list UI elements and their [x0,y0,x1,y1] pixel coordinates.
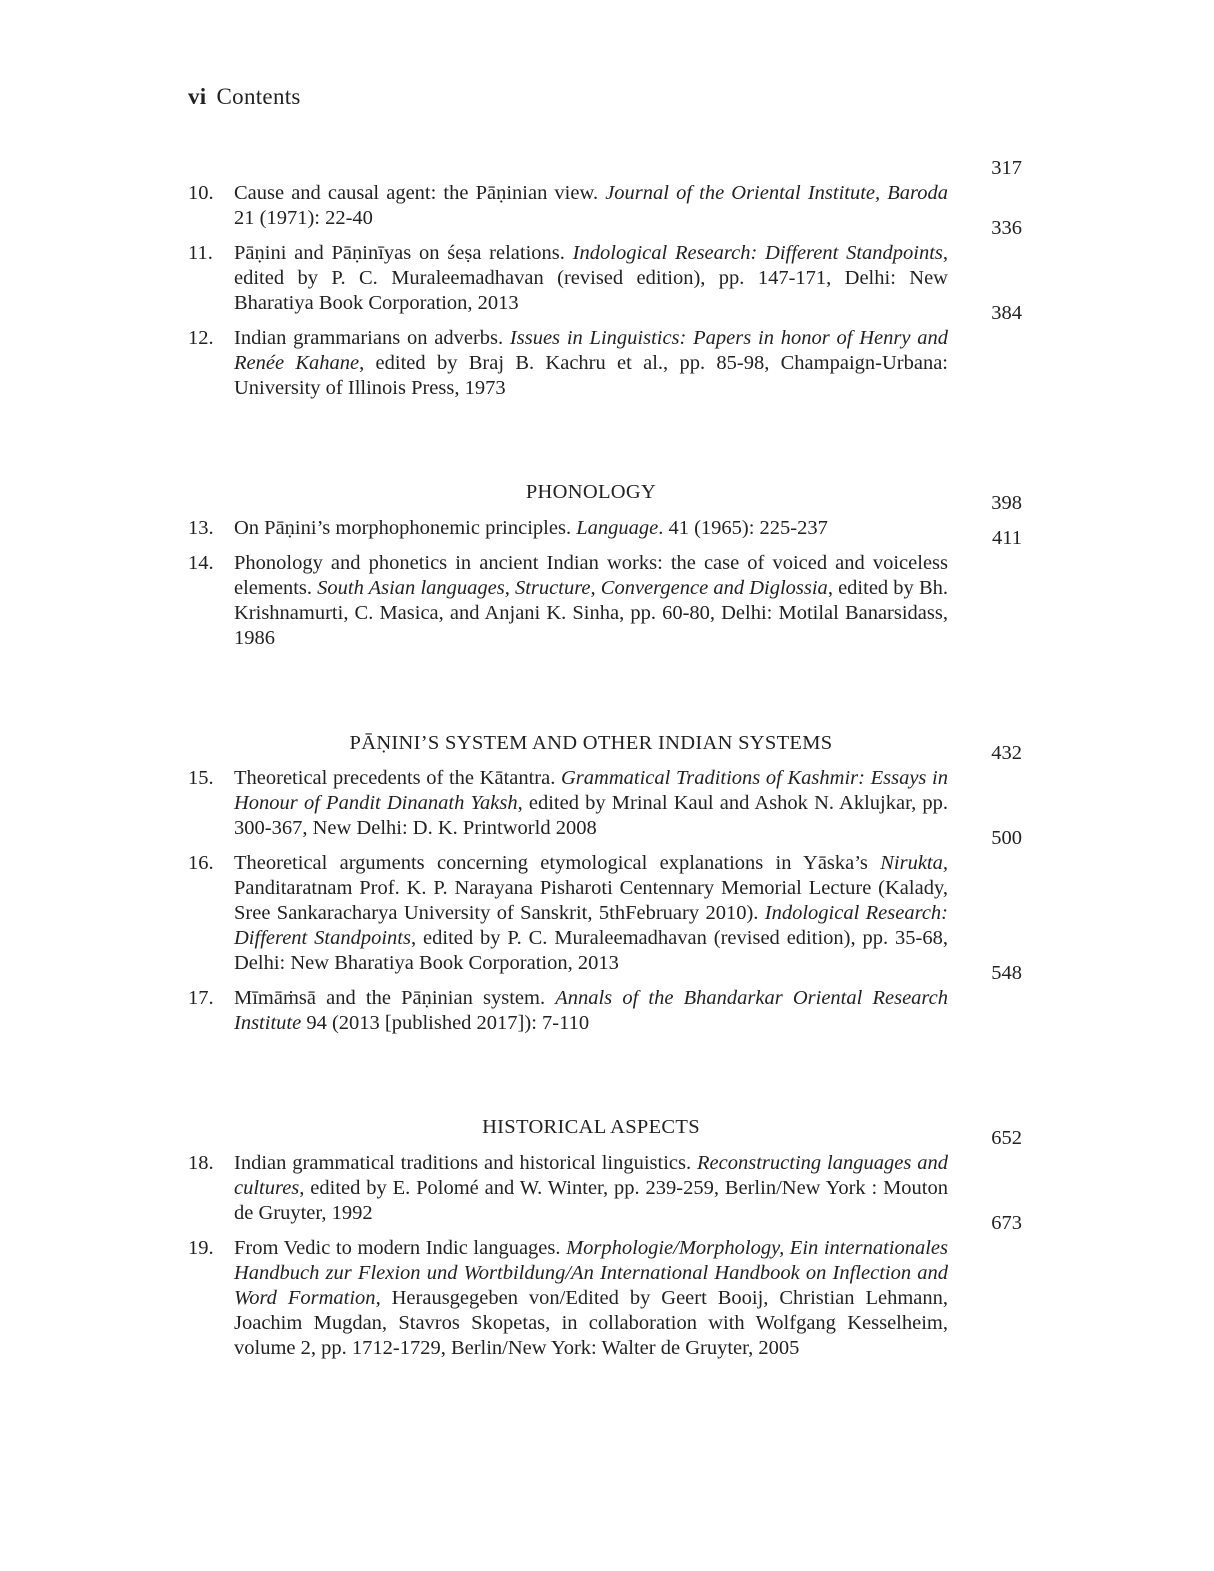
entry-number: 15. [188,767,214,789]
entry-number: 17. [188,987,214,1009]
entry-text: , edited by Braj B. Kachru et al., pp. 85-98, Champaign-Urbana: University of Illinois Press, 1973 [234,352,948,399]
entry-number: 19. [188,1237,214,1259]
entry-text: , edited by P. C. Muraleemadhavan (revised edition), pp. 35-68, Delhi: New Bharatiya Book Corporation, 2013 [234,927,948,974]
entry-citation [234,1151,948,1226]
entry-title-italic: Reconstructing languages and cultures [234,1152,948,1199]
entry-title-italic: Annals of the Bhandarkar Oriental Research Institute [234,987,948,1034]
entry-text: , edited by Mrinal Kaul and Ashok N. Aklujkar, pp. 300-367, New Delhi: D. K. Printworld 2008 [234,792,948,839]
entry-text: , edited by Bh. Krishnamurti, C. Masica, and Anjani K. Sinha, pp. 60-80, Delhi: Motilal Banarsidass, 1986 [234,577,949,649]
entry-text: Indian grammarians on adverbs. [234,327,510,349]
entry-page-number: 432 [991,742,1022,764]
entry-text: Mīmāṁsā and the Pāṇinian system. [234,987,556,1009]
entry-title-italic: Language [576,517,659,539]
entry-text: Panditaratnam Prof. K. P. Narayana Pisharoti Centennary Memorial Lecture (Kalady, Sree Sankaracharya University of Sanskrit, 5thFebruary 2010). [234,877,948,924]
entry-page-number: 398 [991,492,1022,514]
entry-citation [234,1236,948,1361]
entry-title-italic: Grammatical Traditions of Kashmir: Essays in Honour of Pandit Dinanath Yaksh [234,767,948,814]
entry-page-number: 548 [991,962,1022,984]
entry-title-italic: Morphologie/Morphology, Ein internationales Handbuch zur Flexion und Wortbildung/An International Handbook on Inflection and Word Formation [234,1237,948,1309]
entry-citation [234,551,948,651]
entry-number: 13. [188,517,214,539]
entry-title-italic: South Asian languages, Structure, Convergence and Diglossia [317,577,828,599]
entry-title-italic: Indological Research: Different Standpoints [572,242,943,264]
entry-text: On Pāṇini’s morphophonemic principles. [234,517,577,539]
entry-citation [234,516,948,541]
entry-title-italic: Nirukta, [880,852,948,874]
entry-text: 94 (2013 [published 2017]): 7-110 [301,1012,590,1034]
entry-title-italic: Indological Research: Different Standpoints [234,902,948,949]
entry-text: Phonology and phonetics in ancient Indian works: the case of voiced and voiceless elements. [234,552,948,599]
entry-citation [234,851,948,976]
entry-citation [234,326,948,401]
section-heading-historical-aspects: HISTORICAL ASPECTS [482,1116,700,1138]
entry-number: 11. [188,242,213,264]
entry-citation [234,986,948,1036]
entry-citation [234,766,948,841]
section-heading-panini-system: PĀṆINI’S SYSTEM AND OTHER INDIAN SYSTEMS [349,732,833,754]
entry-number: 18. [188,1152,214,1174]
entry-number: 14. [188,552,214,574]
entry-page-number: 500 [991,827,1022,849]
entry-text: , edited by P. C. Muraleemadhavan (revised edition), pp. 147-171, Delhi: New Bharatiya Book Corporation, 2013 [234,242,949,314]
entry-number: 16. [188,852,214,874]
entry-text: , edited by E. Polomé and W. Winter, pp. 239-259, Berlin/New York : Mouton de Gruyter, 1992 [234,1177,948,1224]
entry-page-number: 652 [991,1127,1022,1149]
entry-number: 12. [188,327,214,349]
entry-page-number: 411 [992,527,1022,549]
entry-text: . 41 (1965): 225-237 [658,517,828,539]
section-heading-phonology: PHONOLOGY [525,481,657,503]
entry-text: Indian grammatical traditions and historical linguistics. [234,1152,698,1174]
entry-text: Pāṇini and Pāṇinīyas on śeṣa relations. [234,242,573,264]
page-folio: vi [188,84,207,109]
entry-text: , Herausgegeben von/Edited by Geert Booij, Christian Lehmann, Joachim Mugdan, Stavros Skopetas, in collaboration with Wolfgang Kesselheim, volume 2, pp. 1712-1729, Berlin/New York: Walter de Gruyter, 2005 [234,1287,949,1359]
entry-page-number: 673 [991,1212,1022,1234]
entry-text: From Vedic to modern Indic languages. [234,1237,567,1259]
running-head [188,84,301,110]
entry-citation [234,181,948,231]
entry-page-number: 384 [991,302,1022,324]
entry-text: Theoretical precedents of the Kātantra. [234,767,561,789]
entry-citation [234,241,948,316]
entry-number: 10. [188,182,214,204]
entry-text: Cause and causal agent: the Pāṇinian view. [234,182,606,204]
entry-title-italic: Issues in Linguistics: Papers in honor of Henry and Renée Kahane [234,327,949,374]
entry-text: 21 (1971): 22-40 [234,207,373,229]
entry-page-number: 317 [991,157,1022,179]
entry-title-italic: Journal of the Oriental Institute, Baroda [605,182,949,204]
entry-text: Theoretical arguments concerning etymological explanations in Yāska’s [234,852,881,874]
running-title: Contents [216,84,301,109]
entry-page-number: 336 [991,217,1022,239]
